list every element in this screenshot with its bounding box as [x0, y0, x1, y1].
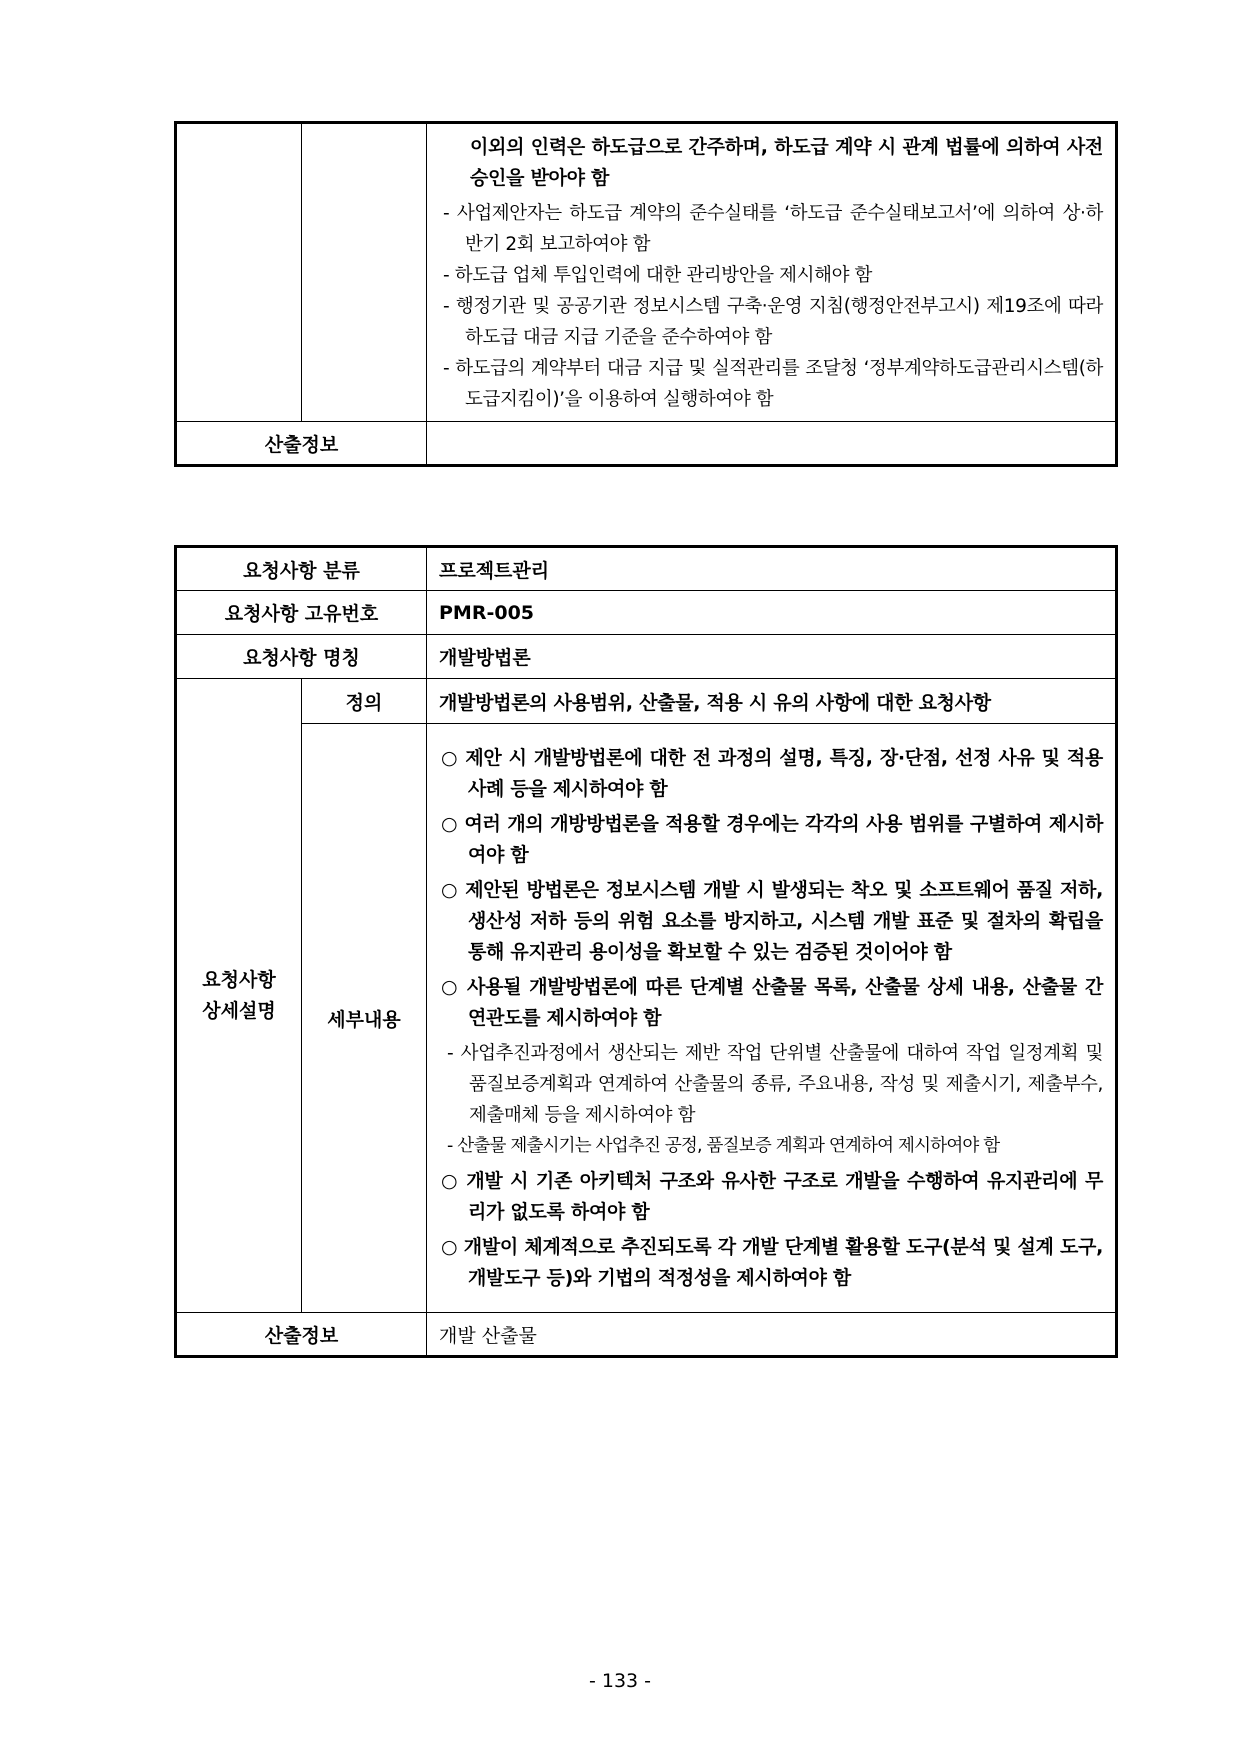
details-content	[427, 724, 1117, 1313]
details-label: 세부내용	[302, 724, 427, 1313]
requirement-table-continued	[174, 121, 1118, 467]
category-label: 요청사항 분류	[176, 547, 427, 591]
dash-item: - 행정기관 및 공공기관 정보시스템 구축·운영 지침(행정안전부고시) 제19조에 따라 하도급 대금 지급 기준을 준수하여야 함	[443, 296, 1103, 348]
output-value: 개발 산출물	[427, 1313, 1117, 1357]
output-label: 산출정보	[176, 422, 427, 466]
detail-label: 요청사항 상세설명	[176, 679, 302, 1313]
output-value	[427, 422, 1117, 466]
dash-item: - 사업제안자는 하도급 계약의 준수실태를 ‘하도급 준수실태보고서’에 의하여 상·하반기 2회 보고하여야 함	[443, 203, 1103, 255]
bullet-item: ○ 개발이 체계적으로 추진되도록 각 개발 단계별 활용할 도구(분석 및 설계 도구, 개발도구 등)와 기법의 적정성을 제시하여야 함	[441, 1235, 1103, 1289]
name-label: 요청사항 명칭	[176, 635, 427, 679]
bullet-item: ○ 제안된 방법론은 정보시스템 개발 시 발생되는 착오 및 소프트웨어 품질 저하, 생산성 저하 등의 위험 요소를 방지하고, 시스템 개발 표준 및 절차의 확립을 통해 유지관리 용이성을 확보할 수 있는 검증된 것이어야 함	[441, 878, 1103, 963]
bullet-item: ○ 개발 시 기존 아키텍처 구조와 유사한 구조로 개발을 수행하여 유지관리에 무리가 없도록 하여야 함	[441, 1169, 1103, 1223]
output-label: 산출정보	[176, 1313, 427, 1357]
bullet-item: ○ 제안 시 개발방법론에 대한 전 과정의 설명, 특징, 장·단점, 선정 사유 및 적용사례 등을 제시하여야 함	[441, 746, 1103, 800]
definition-value: 개발방법론의 사용범위, 산출물, 적용 시 유의 사항에 대한 요청사항	[427, 679, 1117, 724]
details-content	[427, 123, 1117, 422]
name-value: 개발방법론	[427, 635, 1117, 679]
category-value: 프로젝트관리	[427, 547, 1117, 591]
id-label: 요청사항 고유번호	[176, 591, 427, 635]
dash-item: - 하도급 업체 투입인력에 대한 관리방안을 제시해야 함	[443, 265, 873, 286]
id-value: PMR-005	[427, 591, 1117, 635]
dash-item: - 사업추진과정에서 생산되는 제반 작업 단위별 산출물에 대하여 작업 일정계획 및 품질보증계획과 연계하여 산출물의 종류, 주요내용, 작성 및 제출시기, 제출부수, 제출매체 등을 제시하여야 함	[447, 1042, 1103, 1126]
empty-cell	[302, 123, 427, 422]
bullet-item: ○ 여러 개의 개방방법론을 적용할 경우에는 각각의 사용 범위를 구별하여 제시하여야 함	[441, 812, 1103, 866]
bold-item: 이외의 인력은 하도급으로 간주하며, 하도급 계약 시 관계 법률에 의하여 사전 승인을 받아야 함	[470, 136, 1103, 189]
bullet-item: ○ 사용될 개발방법론에 따른 단계별 산출물 목록, 산출물 상세 내용, 산출물 간 연관도를 제시하여야 함	[441, 975, 1103, 1029]
requirement-table-pmr-005	[174, 545, 1118, 1358]
dash-item: - 산출물 제출시기는 사업추진 공정, 품질보증 계획과 연계하여 제시하여야 함	[447, 1135, 1000, 1156]
dash-item: - 하도급의 계약부터 대금 지급 및 실적관리를 조달청 ‘정부계약하도급관리시스템(하도급지킴이)’을 이용하여 실행하여야 함	[443, 358, 1103, 410]
definition-label: 정의	[302, 679, 427, 724]
page-number: - 133 -	[588, 1670, 652, 1692]
empty-cell	[176, 123, 302, 422]
